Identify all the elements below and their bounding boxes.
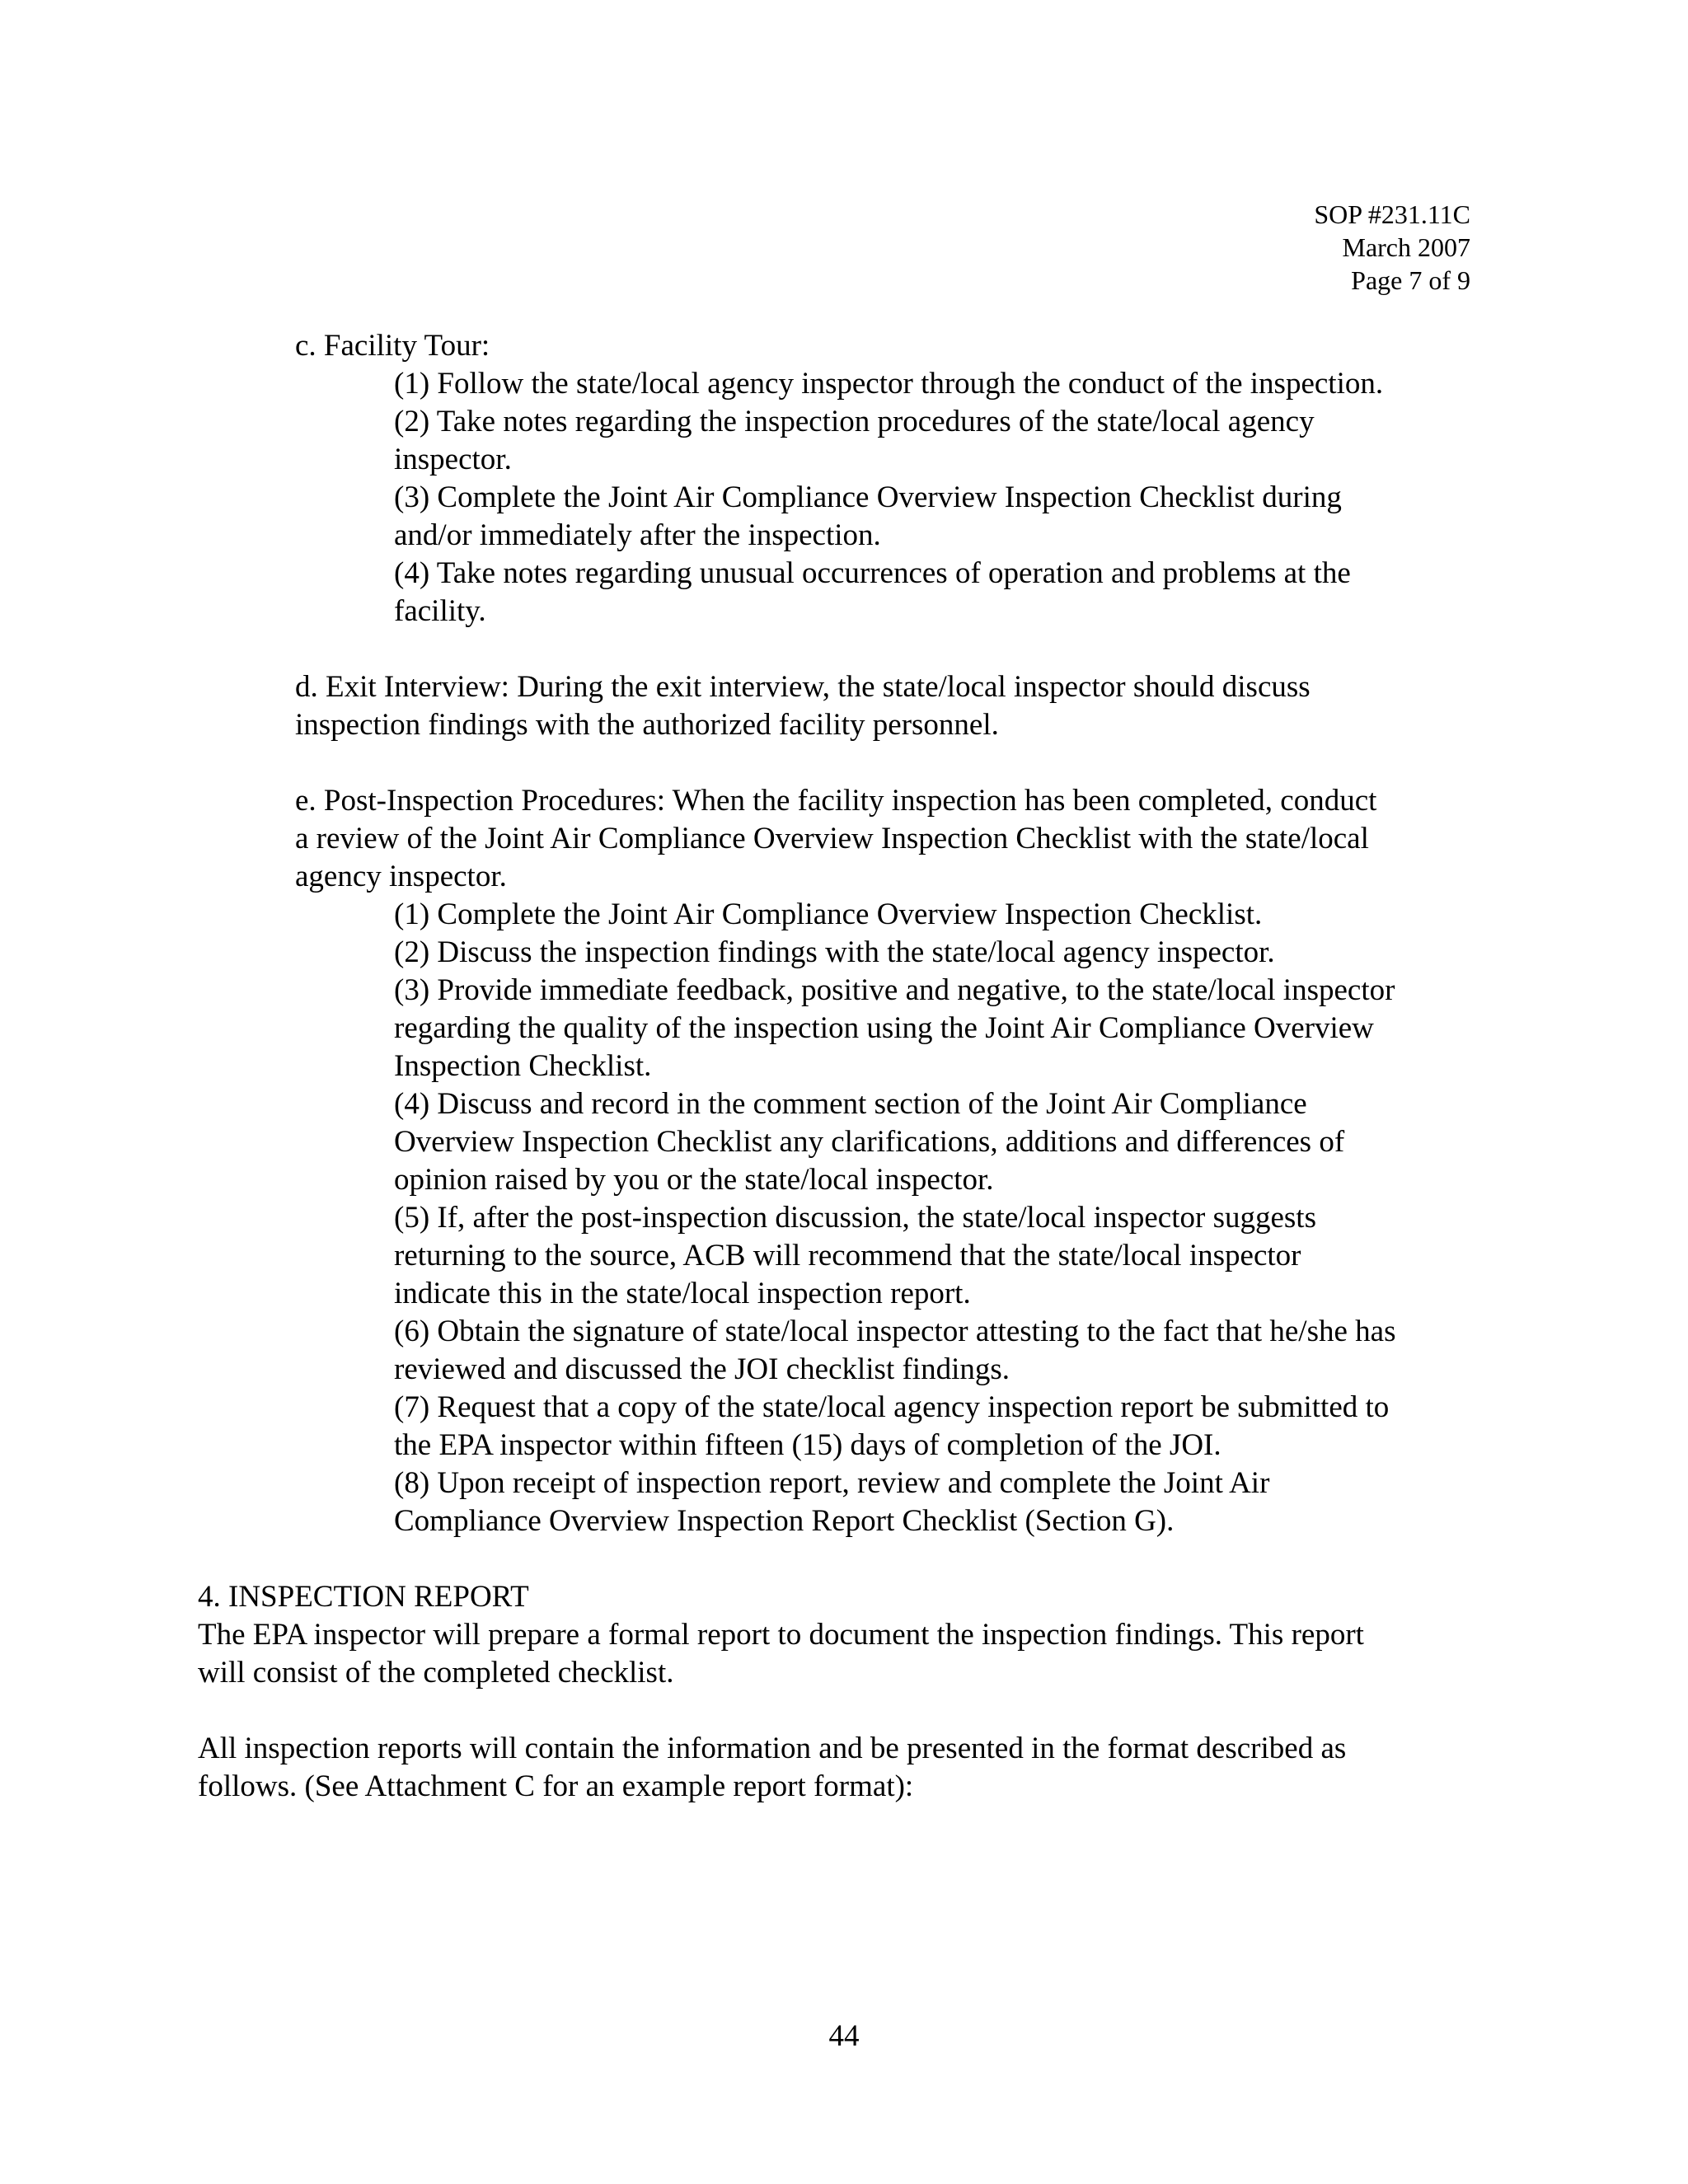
e-item-line: (8) Upon receipt of inspection report, review and complete the Joint Air [394,1466,1270,1500]
section-c-facility-tour [198,327,1517,630]
e-line: agency inspector. [295,860,507,893]
e-item-line: the EPA inspector within fifteen (15) days of completion of the JOI. [394,1428,1221,1462]
paragraph-gap [198,744,1517,782]
e-item-line: (5) If, after the post-inspection discussion, the state/local inspector suggests [394,1201,1316,1235]
e-item-line: Compliance Overview Inspection Report Checklist (Section G). [394,1504,1175,1538]
e-item-line: (6) Obtain the signature of state/local inspector attesting to the fact that he/she has [394,1315,1396,1348]
c-item-line: (1) Follow the state/local agency inspector through the conduct of the inspection. [394,367,1384,401]
section-4-para2-line: follows. (See Attachment C for an example report format): [198,1769,914,1803]
header-date: March 2007 [1342,232,1470,262]
section-4-line: The EPA inspector will prepare a formal report to document the inspection findings. This report [198,1618,1364,1652]
page-footer [0,2018,1688,2055]
section-e-post-inspection [198,782,1517,1540]
e-item-line: indicate this in the state/local inspection report. [394,1277,971,1310]
e-item-line: (7) Request that a copy of the state/local agency inspection report be submitted to [394,1390,1390,1424]
section-4-heading: 4. INSPECTION REPORT [198,1580,529,1614]
sop-number: SOP #231.11C [1314,199,1470,229]
c-item-line: and/or immediately after the inspection. [394,518,881,552]
e-item-line: returning to the source, ACB will recommend that the state/local inspector [394,1239,1301,1272]
e-item-line: opinion raised by you or the state/local inspector. [394,1163,994,1197]
e-item-line: regarding the quality of the inspection using the Joint Air Compliance Overview [394,1011,1374,1045]
e-line: e. Post-Inspection Procedures: When the facility inspection has been completed, conduct [295,784,1377,818]
e-line: a review of the Joint Air Compliance Overview Inspection Checklist with the state/local [295,822,1369,855]
paragraph-gap [198,1692,1517,1730]
paragraph-gap [198,630,1517,668]
section-4-para2-line: All inspection reports will contain the information and be presented in the format described as [198,1732,1347,1765]
section-d-exit-interview [198,668,1517,744]
paragraph-gap [198,1540,1517,1578]
c-item-line: (2) Take notes regarding the inspection procedures of the state/local agency [394,405,1315,438]
document-body [198,327,1517,1806]
c-item-line: (3) Complete the Joint Air Compliance Overview Inspection Checklist during [394,480,1342,514]
page-header [1314,198,1470,297]
e-item-line: (3) Provide immediate feedback, positive and negative, to the state/local inspector [394,973,1395,1007]
c-item-line: facility. [394,594,486,628]
e-item-line: Overview Inspection Checklist any clarifications, additions and differences of [394,1125,1345,1159]
c-item-line: (4) Take notes regarding unusual occurrences of operation and problems at the [394,556,1351,590]
section-c-heading: c. Facility Tour: [295,329,490,363]
page-number: 44 [828,2019,860,2053]
section-4-line: will consist of the completed checklist. [198,1656,674,1690]
header-page-count: Page 7 of 9 [1351,265,1470,295]
e-item-line: (2) Discuss the inspection findings with the state/local agency inspector. [394,935,1275,969]
e-item-line: (4) Discuss and record in the comment section of the Joint Air Compliance [394,1087,1307,1121]
e-item-line: Inspection Checklist. [394,1049,652,1083]
e-item-line: reviewed and discussed the JOI checklist findings. [394,1352,1010,1386]
d-line: inspection findings with the authorized facility personnel. [295,708,999,742]
d-line: d. Exit Interview: During the exit interview, the state/local inspector should discuss [295,670,1311,704]
section-4-inspection-report [198,1578,1517,1806]
c-item-line: inspector. [394,443,512,476]
e-item-line: (1) Complete the Joint Air Compliance Overview Inspection Checklist. [394,898,1263,931]
